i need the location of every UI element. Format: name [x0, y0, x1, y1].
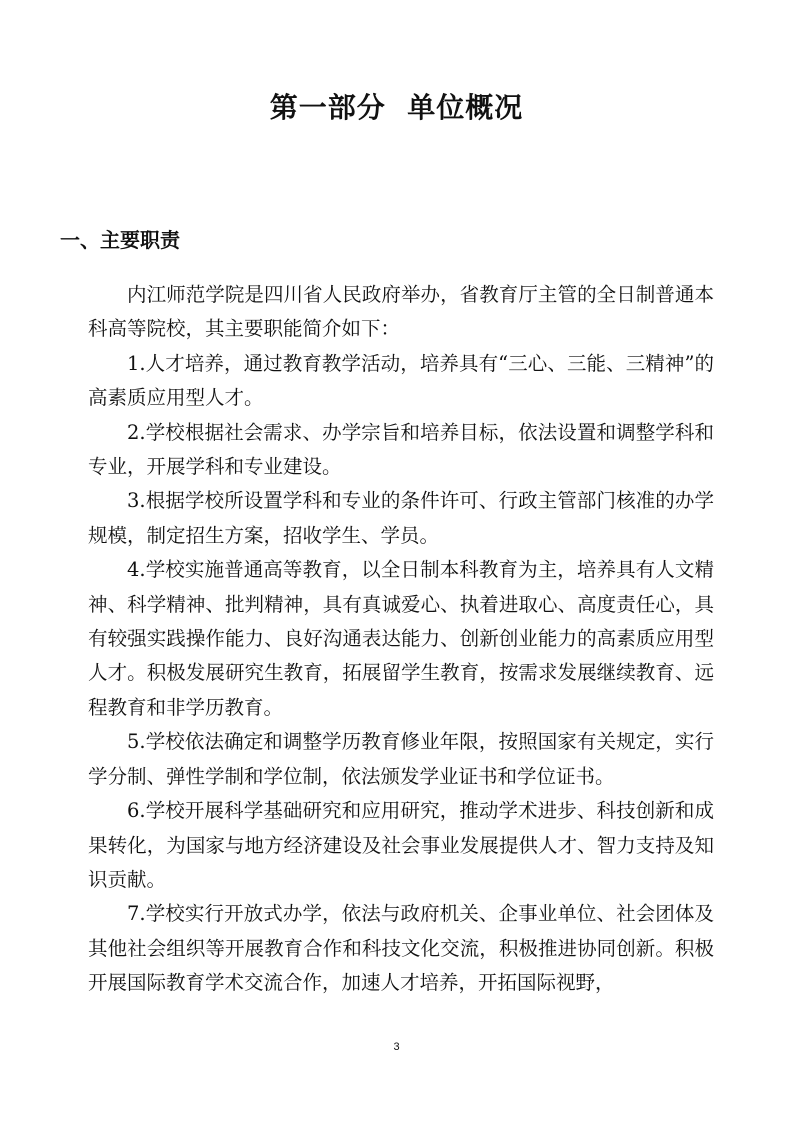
section-heading: 一、主要职责	[60, 228, 180, 252]
duty-item-1: 1.人才培养，通过教育教学活动，培养具有“三心、三能、三精神”的高素质应用型人才。	[88, 351, 714, 410]
duty-item-6: 6.学校开展科学基础研究和应用研究，推动学术进步、科技创新和成果转化，为国家与地方经济建设及社会事业发展提供人才、智力支持及知识贡献。	[88, 799, 714, 891]
duty-item-3: 3.根据学校所设置学科和专业的条件许可、行政主管部门核准的办学规模，制定招生方案，招收学生、学员。	[88, 489, 714, 547]
page-number: 3	[393, 1041, 400, 1053]
intro-paragraph: 内江师范学院是四川省人民政府举办，省教育厅主管的全日制普通本科高等院校，其主要职能简介如下：	[88, 283, 714, 341]
duty-item-4: 4.学校实施普通高等教育，以全日制本科教育为主，培养具有人文精神、科学精神、批判精神，具有真诚爱心、执着进取心、高度责任心，具有较强实践操作能力、良好沟通表达能力、创新创业能力的高素质应用型人才。积极发展研究生教育，拓展留学生教育，按需求发展继续教育、远程教育和非学历教育。	[88, 558, 714, 719]
duty-item-5: 5.学校依法确定和调整学历教育修业年限，按照国家有关规定，实行学分制、弹性学制和学位制，依法颁发学业证书和学位证书。	[88, 730, 714, 788]
duty-item-7: 7.学校实行开放式办学，依法与政府机关、企事业单位、社会团体及其他社会组织等开展教育合作和科技文化交流，积极推进协同创新。积极开展国际教育学术交流合作，加速人才培养，开拓国际视野，	[88, 902, 714, 995]
page-title: 第一部分 单位概况	[269, 91, 524, 124]
body-text	[88, 278, 714, 1001]
duty-item-2: 2.学校根据社会需求、办学宗旨和培养目标，依法设置和调整学科和专业，开展学科和专业建设。	[88, 420, 714, 479]
